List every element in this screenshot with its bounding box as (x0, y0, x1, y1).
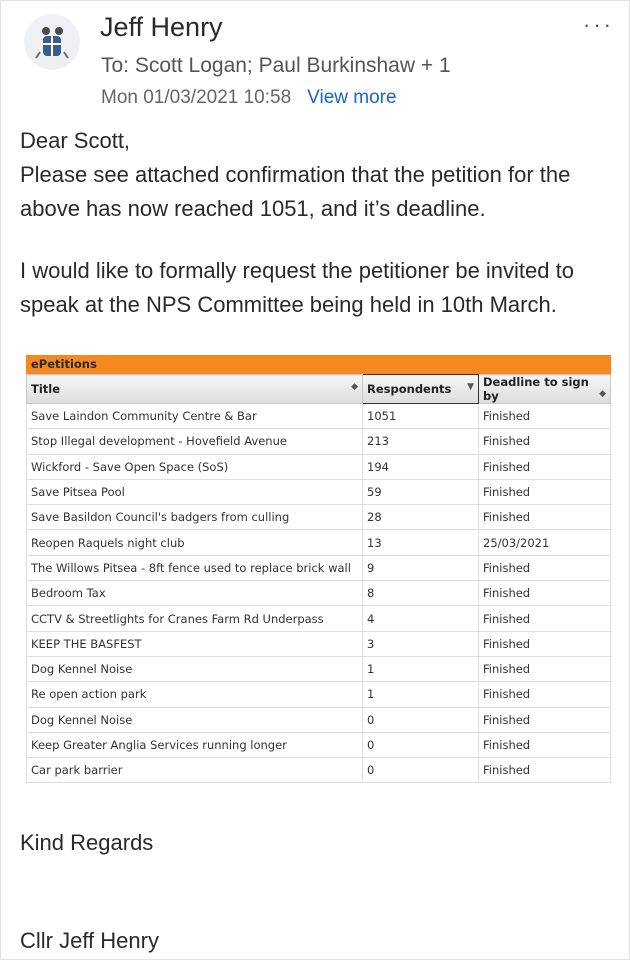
cell-respondents: 9 (363, 555, 479, 580)
cell-deadline: Finished (479, 606, 611, 631)
sort-icon: ◆ (351, 382, 358, 392)
closing: Kind Regards (20, 830, 154, 855)
cell-title: Save Pitsea Pool (27, 479, 363, 504)
body-paragraph-1: Please see attached confirmation that the petition for the above has now reached 1051, and it’s deadline. (20, 162, 571, 221)
table-caption: ePetitions (26, 355, 611, 374)
more-options-icon[interactable]: ··· (583, 12, 614, 37)
table-row[interactable] (27, 530, 611, 555)
cell-title: KEEP THE BASFEST (27, 631, 363, 656)
sender-name: Jeff Henry (100, 12, 223, 42)
cell-respondents: 3 (363, 631, 479, 656)
greeting: Dear Scott, (20, 128, 131, 153)
epetitions-table (26, 355, 611, 783)
table-row[interactable] (27, 479, 611, 504)
petitions-grid (26, 374, 611, 783)
table-row[interactable] (27, 454, 611, 479)
table-row[interactable] (27, 707, 611, 732)
email-meta (101, 87, 397, 109)
cell-respondents: 1051 (363, 404, 479, 429)
table-row[interactable] (27, 404, 611, 429)
table-header-row (27, 375, 611, 404)
cell-respondents: 59 (363, 479, 479, 504)
cell-deadline: Finished (479, 505, 611, 530)
cell-title: The Willows Pitsea - 8ft fence used to replace brick wall (27, 555, 363, 580)
cell-deadline: Finished (479, 581, 611, 606)
table-row[interactable] (27, 682, 611, 707)
header-deadline[interactable]: Deadline to sign by ◆ (479, 375, 611, 404)
header-title[interactable]: Title ◆ (27, 375, 363, 404)
cell-respondents: 1 (363, 682, 479, 707)
table-row[interactable] (27, 606, 611, 631)
cell-respondents: 4 (363, 606, 479, 631)
recipients-line[interactable]: To: Scott Logan; Paul Burkinshaw + 1 (101, 54, 451, 77)
signature: Cllr Jeff Henry (20, 928, 159, 953)
cell-title: Keep Greater Anglia Services running longer (27, 732, 363, 757)
view-more-link[interactable]: View more (307, 87, 397, 108)
table-row[interactable] (27, 758, 611, 783)
cell-respondents: 0 (363, 758, 479, 783)
cell-title: Dog Kennel Noise (27, 707, 363, 732)
body-paragraph-2: I would like to formally request the petitioner be invited to speak at the NPS Committee being held in 10th March. (20, 258, 574, 317)
table-row[interactable] (27, 656, 611, 681)
sender-avatar[interactable] (24, 14, 80, 70)
cell-title: Dog Kennel Noise (27, 656, 363, 681)
cell-title: Wickford - Save Open Space (SoS) (27, 454, 363, 479)
cell-respondents: 1 (363, 656, 479, 681)
cell-respondents: 0 (363, 707, 479, 732)
cell-deadline: Finished (479, 555, 611, 580)
cell-respondents: 8 (363, 581, 479, 606)
header-respondents[interactable]: Respondents ▼ (363, 375, 479, 404)
cell-respondents: 13 (363, 530, 479, 555)
email-date: Mon 01/03/2021 10:58 (101, 87, 292, 108)
cell-deadline: Finished (479, 732, 611, 757)
table-row[interactable] (27, 555, 611, 580)
table-body (27, 404, 611, 783)
table-row[interactable] (27, 732, 611, 757)
cell-deadline: Finished (479, 479, 611, 504)
cell-title: Stop Illegal development - Hovefield Avenue (27, 429, 363, 454)
cell-deadline: Finished (479, 758, 611, 783)
cell-title: CCTV & Streetlights for Cranes Farm Rd Underpass (27, 606, 363, 631)
cell-deadline: Finished (479, 454, 611, 479)
cell-respondents: 213 (363, 429, 479, 454)
cell-title: Bedroom Tax (27, 581, 363, 606)
cell-deadline: 25/03/2021 (479, 530, 611, 555)
table-row[interactable] (27, 631, 611, 656)
cell-deadline: Finished (479, 682, 611, 707)
cell-title: Reopen Raquels night club (27, 530, 363, 555)
cell-respondents: 28 (363, 505, 479, 530)
cell-title: Car park barrier (27, 758, 363, 783)
table-row[interactable] (27, 505, 611, 530)
cell-respondents: 0 (363, 732, 479, 757)
cell-deadline: Finished (479, 707, 611, 732)
cell-title: Save Basildon Council's badgers from culling (27, 505, 363, 530)
cell-title: Re open action park (27, 682, 363, 707)
cell-deadline: Finished (479, 404, 611, 429)
council-crest-icon (32, 22, 72, 62)
cell-deadline: Finished (479, 429, 611, 454)
sort-desc-icon: ▼ (467, 382, 474, 392)
cell-title: Save Laindon Community Centre & Bar (27, 404, 363, 429)
table-row[interactable] (27, 429, 611, 454)
sort-icon: ◆ (599, 389, 606, 399)
cell-deadline: Finished (479, 656, 611, 681)
cell-deadline: Finished (479, 631, 611, 656)
table-row[interactable] (27, 581, 611, 606)
cell-respondents: 194 (363, 454, 479, 479)
